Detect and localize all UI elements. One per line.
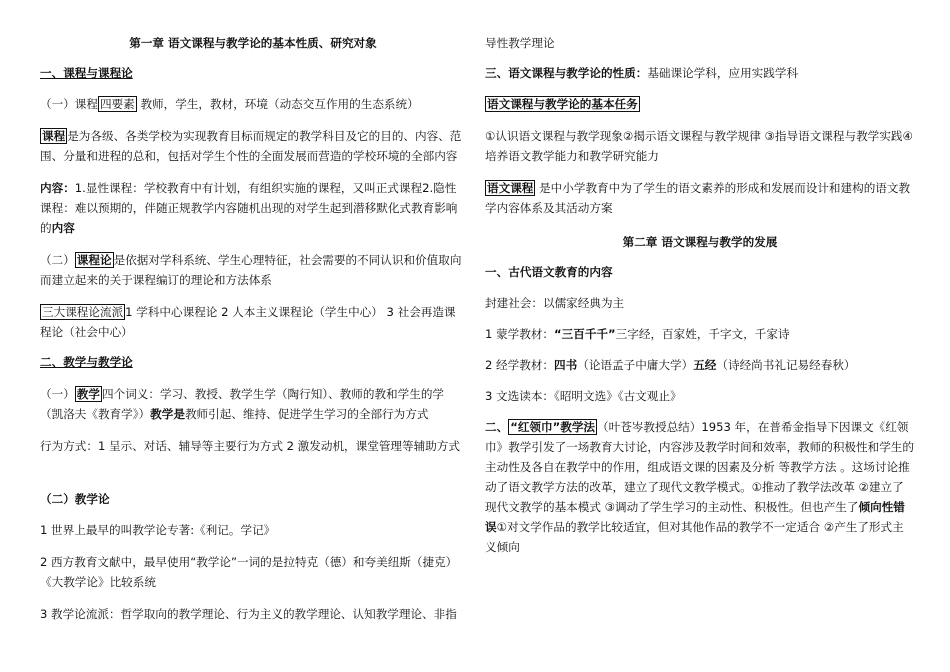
- pedagogy-item-3: 3 教学论流派：哲学取向的教学理论、行为主义的教学理论、认知教学理论、非指: [40, 607, 457, 621]
- three-schools-box: 三大课程论流派: [42, 305, 124, 319]
- ancient-item-2: 2 经学教材：四书（论语孟子中庸大学）五经（诗经尚书礼记易经春秋）: [485, 358, 856, 372]
- section1-heading: 一、课程与课程论: [40, 66, 133, 80]
- chapter2-title: 第二章 语文课程与教学的发展: [622, 235, 778, 249]
- red-scarf-box: “红领巾”教学法: [510, 420, 596, 434]
- ancient-item-1: 1 蒙学教材：“三百千千”三字经，百家姓，千字文，千家诗: [485, 327, 790, 341]
- behavior-modes: 行为方式：1 呈示、对话、辅导等主要行为方式 2 激发动机，课堂管理等辅助方式: [40, 439, 460, 453]
- section2-heading: 二、教学与教学论: [40, 355, 133, 369]
- chapter1-title: 第一章 语文课程与教学论的基本性质、研究对象: [129, 36, 377, 50]
- ancient-item-3: 3 文选读本：《昭明文选》《古文观止》: [485, 389, 682, 403]
- teaching-definition: （一） 教学 四个词义：学习、教授、教学生学（陶行知）、教师的教和学生的学（凯洛夫《教育学》）教学是教师引起、维持、促进学生学习的全部行为方式: [40, 387, 445, 421]
- red-scarf-method: 二、 “红领巾”教学法 （叶苍岑教授总结）1953 年，在普希金指导下因课文《红领巾》教学引发了一场教育大讨论，内容涉及教学时间和效率，教师的积极性和学生的主动性及各自在教学中的作用，组成语文课的因素及分析 等教学方法 。这场讨论推动了语文教学方法的改革，建立了现代文教学模式。①推动了教学法改革 ②建立了现代文教学的基本模式 ③调动了学生学习的主动性、积极性。但也产生了倾向性错误①对文学作品的教学比较适宜，但对其他作品的教学不一定适合 ②产生了形式主义倾向: [485, 420, 914, 554]
- course-term-box: 课程: [42, 129, 66, 143]
- teaching-term-box: 教学: [76, 387, 100, 401]
- curriculum-theory-box: 课程论: [76, 253, 112, 267]
- ancient-heading: 一、古代语文教育的内容: [485, 265, 613, 279]
- pedagogy-item-2: 2 西方教育文献中，最早使用“教学论”一词的是拉特克（德）和夸美纽斯（捷克）《大教学论》比较系统: [40, 555, 458, 589]
- section3-nature: 三、语文课程与教学论的性质：基础课论学科，应用实践学科: [485, 66, 799, 80]
- basic-tasks-box: 语文课程与教学论的基本任务: [487, 97, 638, 111]
- pedagogy-item-1: 1 世界上最早的叫教学论专著:《利记。学记》: [40, 523, 276, 537]
- chinese-course-definition: 语文课程 是中小学教育中为了学生的语文素养的形成和发展而设计和建构的语文教学内容体系及其活动方案: [485, 181, 911, 215]
- four-elements-box: 四要素: [99, 97, 135, 111]
- basic-tasks-list: ①认识语文课程与教学现象②揭示语文课程与教学规律 ③指导语文课程与教学实践④培养语文教学能力和教学研究能力: [485, 129, 913, 163]
- course-content: 内容：1.显性课程：学校教育中有计划，有组织实施的课程，又叫正式课程2.隐性课程：难以预期的，伴随正规教学内容随机出现的对学生起到潜移默化式教育影响的内容: [40, 181, 458, 235]
- course-definition: 课程 是为各级、各类学校为实现教育目标而规定的教学科目及它的目的、内容、范围、分量和进程的总和，包括对学生个性的全面发展而营造的学校环境的全部内容: [40, 129, 462, 163]
- feudal-line: 封建社会：以儒家经典为主: [485, 296, 625, 310]
- curriculum-theory-definition: （二） 课程论 是依据对学科系统、学生心理特征，社会需要的不同认识和价值取向而建立起来的关于课程编订的理论和方法体系: [40, 253, 462, 287]
- chinese-course-box: 语文课程: [487, 181, 534, 195]
- course-elements-line: （一）课程 四要素 教师，学生，教材，环境（动态交互作用的生态系统）: [40, 97, 419, 111]
- pedagogy-heading: （二）教学论: [40, 492, 110, 506]
- three-schools-line: 三大课程论流派 1 学科中心课程论 2 人本主义课程论（学生中心） 3 社会再造课程论（社会中心）: [40, 305, 456, 339]
- continued-line: 导性教学理论: [485, 36, 555, 50]
- basic-tasks-heading: [485, 94, 915, 114]
